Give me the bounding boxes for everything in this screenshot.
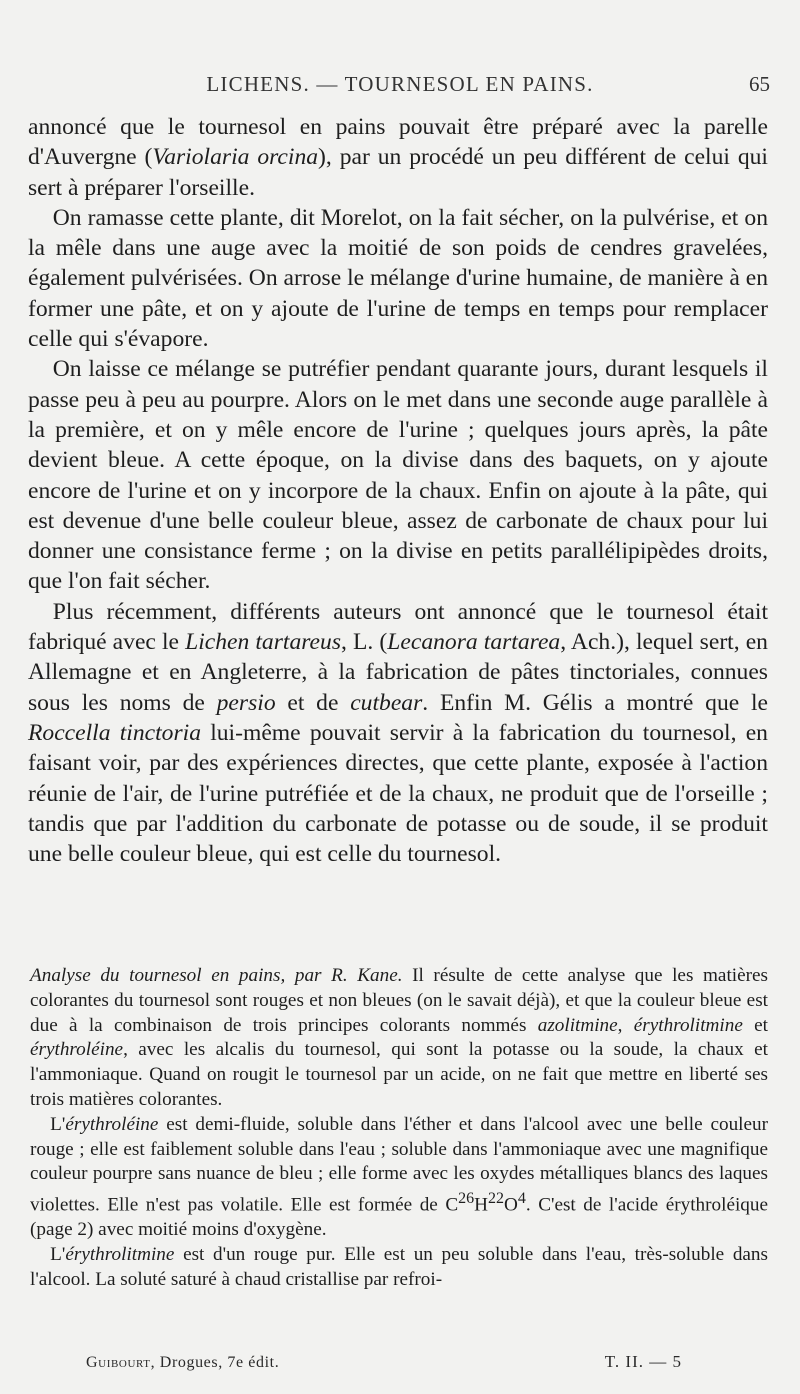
- page-number: 65: [749, 72, 770, 96]
- species-name: Roccella tinctoria: [28, 719, 201, 746]
- analysis-section: [30, 964, 768, 1293]
- text-run: H: [474, 1194, 489, 1216]
- compound-name: érythrolitmine: [65, 1244, 175, 1266]
- compound-name: érythroléine: [65, 1113, 159, 1135]
- text-run: L': [50, 1244, 66, 1266]
- text-run: ), par un procédé un peu différent de celui qui sert à préparer l'orseille.: [28, 144, 768, 201]
- paragraph-recent-authors: [28, 597, 768, 870]
- running-head: [0, 68, 800, 102]
- edition-text: , Drogues, 7e édit.: [150, 1354, 280, 1371]
- text-run: est d'un rouge pur. Elle est un peu soluble dans l'eau, très-soluble dans l'alcool. La soluté saturé à chaud cristallise par refroi-: [30, 1244, 768, 1290]
- signature-line: [86, 1354, 279, 1372]
- paragraph-parelle: [28, 112, 768, 203]
- text-run: . C'est de l'acide érythroléique (page 2) avec moitié moins d'oxygène.: [30, 1194, 768, 1241]
- text-run: annoncé que le tournesol en pains pouvait être préparé avec la parelle d'Auvergne (: [28, 114, 768, 171]
- species-name: Lichen tartareus: [185, 629, 342, 656]
- compound-name: érythroléine: [30, 1039, 124, 1061]
- text-run: , L. (: [341, 629, 388, 656]
- text-run: et de: [275, 689, 351, 716]
- text-run: est demi-fluide, soluble dans l'éther et dans l'alcool avec une belle couleur rouge ; elle est faiblement soluble dans l'eau ; soluble dans l'ammoniaque avec une magnifique couleur pourpre sans nuance de bleu ; elle forme avec les oxydes métalliques blancs des laques violettes. Elle n'est pas volatile. Elle est formée de C: [30, 1113, 768, 1216]
- paragraph-analysis-kane: [30, 964, 768, 1113]
- text-run: . Enfin M. Gélis a montré que le: [422, 689, 769, 716]
- running-title: LICHENS. — TOURNESOL EN PAINS.: [206, 72, 594, 96]
- text-run: Il résulte de cette analyse que les matières colorantes du tournesol sont rouges et non bleues (on le savait déjà), et que la couleur bleue est due à la combinaison de trois principes colorants nommés: [30, 965, 769, 1036]
- analysis-heading: Analyse du tournesol en pains, par R. Kane.: [30, 965, 403, 986]
- text-run: lui-même pouvait servir à la fabrication du tournesol, en faisant voir, par des expériences directes, que cette plante, exposée à l'action réunie de l'air, de l'urine putréfiée et de la chaux, ne produit que de l'orseille ; tandis que par l'addition du carbonate de potasse ou de soude, il se produit une belle couleur bleue, qui est celle du tournesol.: [28, 719, 768, 868]
- main-text: [28, 112, 768, 869]
- formula-subscript: 4: [517, 1190, 526, 1208]
- text-run: O: [504, 1194, 518, 1216]
- paragraph-morelot: On ramasse cette plante, dit Morelot, on la fait sécher, on la pulvérise, et on la mêle dans une auge avec la moitié de son poids de cendres gravelées, également pulvérisées. On arrose le mélange d'urine humaine, de manière à en former une pâte, et on y ajoute de l'urine de temps en temps pour remplacer celle qui s'évapore.: [28, 204, 768, 353]
- text-run: ,: [617, 1014, 634, 1036]
- compound-name: azolitmine: [537, 1014, 618, 1036]
- text-run: et: [742, 1014, 769, 1036]
- page-footer: [0, 1352, 800, 1382]
- formula-subscript: 22: [488, 1190, 505, 1208]
- paragraph-erythrolitmine: [30, 1243, 768, 1293]
- text-run: , avec les alcalis du tournesol, qui sont la potasse ou la soude, la chaux et l'ammoniaque. Quand on rougit le tournesol par un acide, on ne fait que mettre en liberté ses trois matières colorantes.: [30, 1039, 768, 1110]
- species-name: Variolaria orcina: [152, 144, 319, 171]
- text-run: , Ach.), lequel sert, en Allemagne et en Angleterre, à la fabrication de pâtes tinctoriales, connues sous les noms de: [28, 629, 768, 716]
- species-name: Lecanora tartarea: [387, 629, 561, 656]
- paragraph-erythroleine: [30, 1113, 768, 1243]
- text-run: L': [50, 1113, 66, 1135]
- paragraph-putrefaction: On laisse ce mélange se putréfier pendant quarante jours, durant lesquels il passe peu à peu au pourpre. Alors on le met dans une seconde auge parallèle à la première, et on y mêle encore de l'urine ; quelques jours après, la pâte devient bleue. A cette époque, on la divise dans des baquets, on y ajoute encore de l'urine et on y incorpore de la chaux. Enfin on ajoute à la pâte, qui est devenue d'une belle couleur bleue, assez de carbonate de chaux pour lui donner une consistance ferme ; on la divise en petits parallélipipèdes droits, que l'on fait sécher.: [28, 356, 768, 595]
- formula-subscript: 26: [458, 1190, 475, 1208]
- product-name: cutbear: [350, 689, 423, 716]
- sheet-mark: T. II. — 5: [604, 1352, 682, 1371]
- product-name: persio: [216, 689, 276, 716]
- author-name: Guibourt: [86, 1354, 151, 1371]
- text-run: Plus récemment, différents auteurs ont annoncé que le tournesol était fabriqué avec le: [28, 598, 768, 656]
- compound-name: érythrolitmine: [633, 1014, 743, 1036]
